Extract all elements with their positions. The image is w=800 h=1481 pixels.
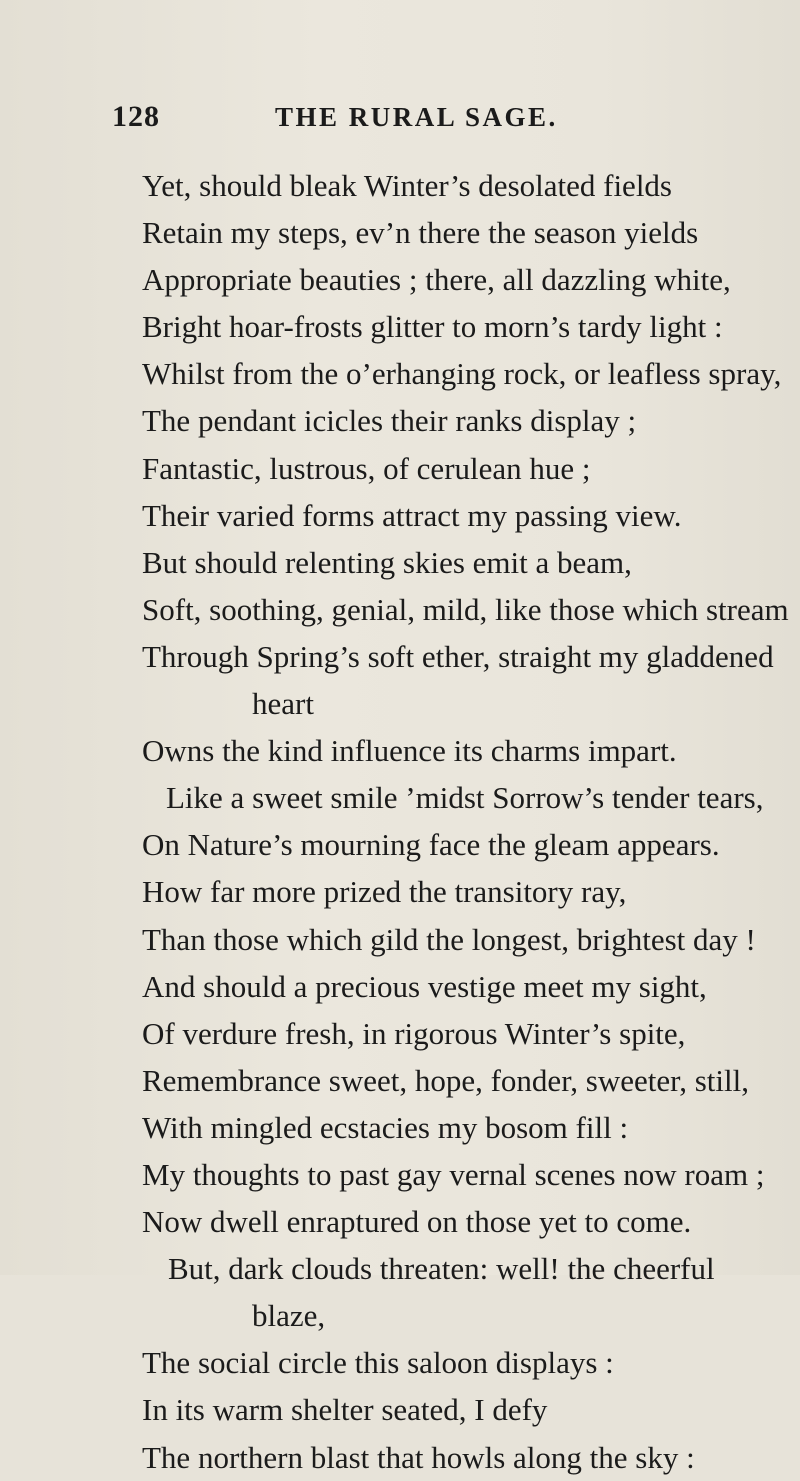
poem-line: But should relenting skies emit a beam, xyxy=(142,544,632,580)
poem-line: Bright hoar-frosts glitter to morn’s tardy light : xyxy=(142,309,723,345)
poem-line: Whilst from the o’erhanging rock, or leafless spray, xyxy=(142,356,782,392)
poem-line: On Nature’s mourning face the gleam appears. xyxy=(142,827,720,863)
poem-line: Remembrance sweet, hope, fonder, sweeter, still, xyxy=(142,1062,749,1098)
poem-line: Retain my steps, ev’n there the season yields xyxy=(142,215,699,251)
poem-line: Yet, should bleak Winter’s desolated fields xyxy=(142,168,672,203)
poem-line: Their varied forms attract my passing view. xyxy=(142,497,682,533)
poem-line: Like a sweet smile ’midst Sorrow’s tender tears, xyxy=(166,780,764,816)
poem-line: The northern blast that howls along the sky : xyxy=(142,1439,695,1475)
poem-line: The social circle this saloon displays : xyxy=(142,1345,614,1381)
poem-line: Soft, soothing, genial, mild, like those which stream xyxy=(142,591,789,627)
poem-line: Appropriate beauties ; there, all dazzling white, xyxy=(142,262,731,298)
poem-line: Through Spring’s soft ether, straight my gladdened xyxy=(142,638,774,674)
poem-line: Owns the kind influence its charms impart. xyxy=(142,733,677,769)
running-head: THE RURAL SAGE. xyxy=(275,102,558,132)
poem-line: My thoughts to past gay vernal scenes now roam ; xyxy=(142,1156,765,1192)
poem xyxy=(0,162,800,1481)
poem-line: In its warm shelter seated, I defy xyxy=(142,1392,548,1428)
poem-line: Now dwell enraptured on those yet to come. xyxy=(142,1204,692,1240)
poem-line: Than those which gild the longest, brightest day ! xyxy=(142,921,756,957)
poem-line: Fantastic, lustrous, of cerulean hue ; xyxy=(142,450,591,486)
poem-line-turnover: blaze, xyxy=(252,1298,326,1334)
page-number: 128 xyxy=(112,100,160,133)
poem-line: The pendant icicles their ranks display ; xyxy=(142,403,637,439)
poem-line: And should a precious vestige meet my sight, xyxy=(142,968,707,1004)
poem-line: But, dark clouds threaten: well! the cheerful xyxy=(168,1251,715,1287)
poem-line: With mingled ecstacies my bosom fill : xyxy=(142,1109,629,1145)
poem-line: How far more prized the transitory ray, xyxy=(142,874,627,910)
poem-line: Of verdure fresh, in rigorous Winter’s spite, xyxy=(142,1015,686,1051)
page-header xyxy=(0,100,800,140)
poem-line-turnover: heart xyxy=(252,686,314,722)
